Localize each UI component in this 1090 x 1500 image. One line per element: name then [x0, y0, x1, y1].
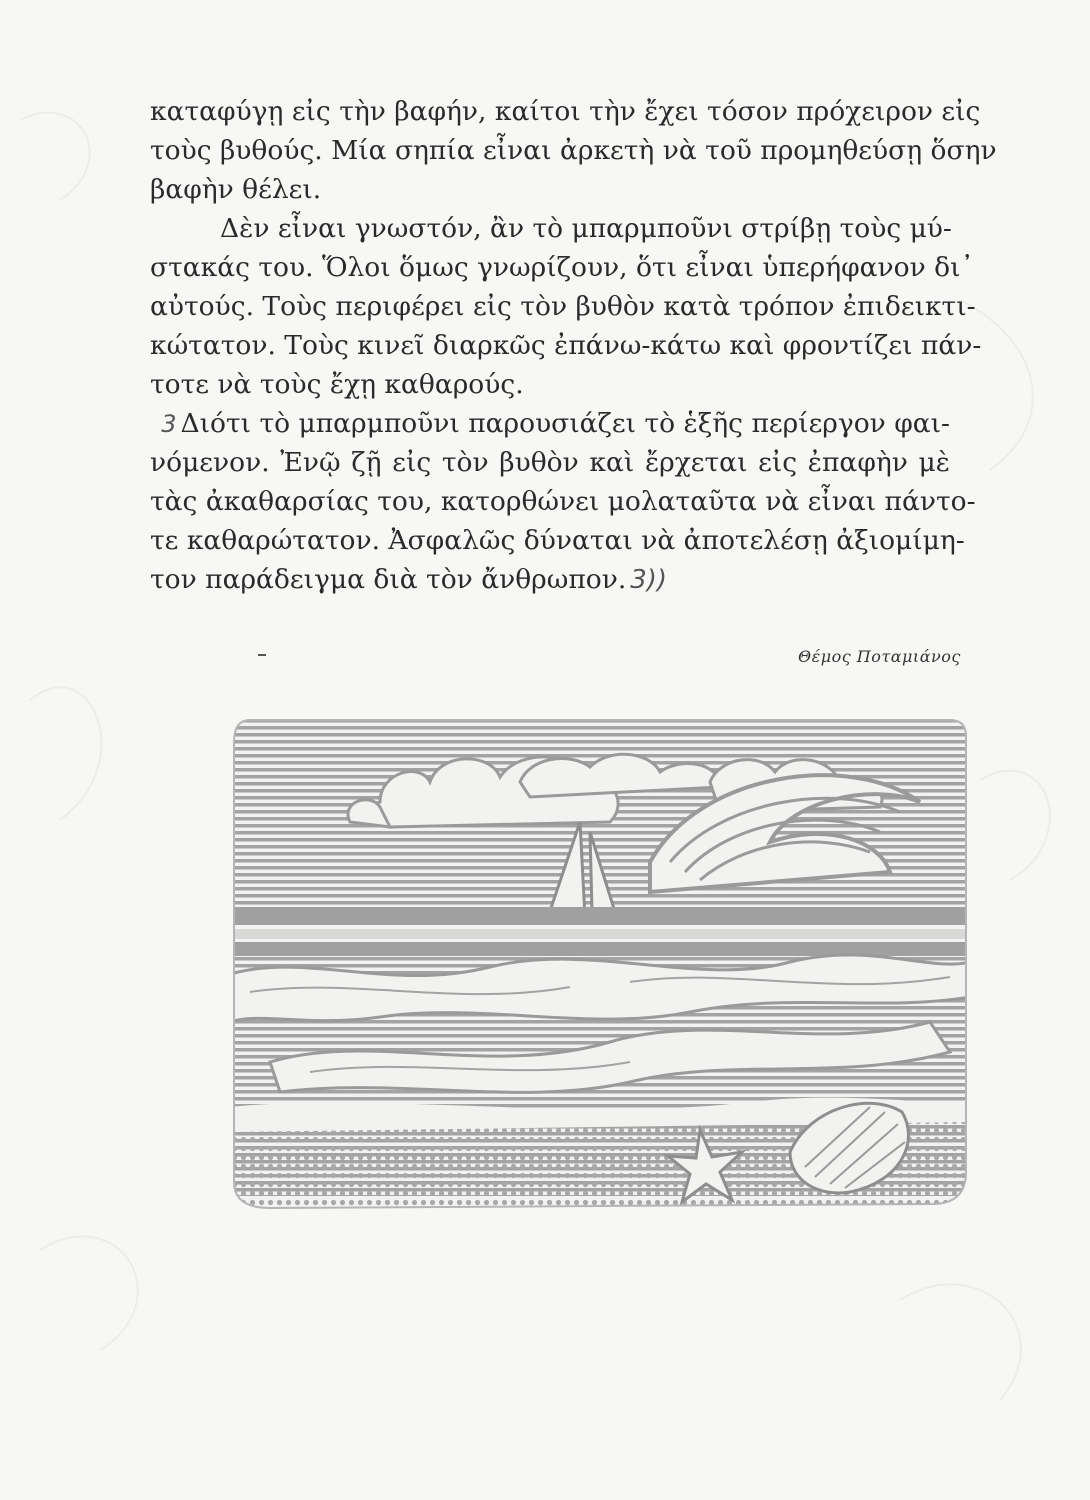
text-line: στακάς του. Ὅλοι ὅμως γνωρίζουν, ὅτι εἶναι ὑπερήφανον δι᾿	[150, 252, 974, 283]
handwritten-mark-closing: 3))	[630, 565, 668, 595]
author-signature: Θέμος Ποταμιάνος	[798, 647, 961, 666]
text-line: νόμενον. Ἐνῷ ζῇ εἰς τὸν βυθὸν καὶ ἔρχεται εἰς ἐπαφὴν μὲ	[150, 447, 950, 478]
text-line: τὰς ἀκαθαρσίας του, κατορθώνει μολαταῦτα νὰ εἶναι πάντο-	[150, 486, 976, 517]
text-line: καταφύγῃ εἰς τὴν βαφήν, καίτοι τὴν ἔχει τόσον πρόχειρον εἰς	[150, 96, 981, 127]
text-line: τε καθαρώτατον. Ἀσφαλῶς δύναται νὰ ἀποτελέσῃ ἀξιομίμη-	[150, 525, 965, 556]
seascape-woodcut-illustration	[230, 712, 970, 1212]
text-line: Διότι τὸ μπαρμποῦνι παρουσιάζει τὸ ἑξῆς περίεργον φαι-	[180, 408, 950, 439]
text-line: βαφὴν θέλει.	[150, 174, 322, 205]
text-line: τοτε νὰ τοὺς ἔχῃ καθαρούς.	[150, 369, 524, 400]
paragraph-2	[150, 209, 982, 404]
text-line: αὐτούς. Τοὺς περιφέρει εἰς τὸν βυθὸν κατὰ τρόπον ἐπιδεικτι-	[150, 291, 976, 322]
text-line: τοὺς βυθούς. Μία σηπία εἶναι ἀρκετὴ νὰ τοῦ προμηθεύσῃ ὅσην	[150, 135, 997, 166]
handwritten-mark-opening: 3	[161, 410, 177, 438]
paragraph-3	[150, 404, 976, 599]
paragraph-1	[150, 92, 997, 209]
text-line: Δὲν εἶναι γνωστόν, ἂν τὸ μπαρμποῦνι στρίβῃ τοὺς μύ-	[220, 213, 952, 244]
body-text	[150, 92, 997, 599]
stray-dash	[258, 654, 266, 656]
text-line: τον παράδειγμα διὰ τὸν ἄνθρωπον.	[150, 564, 627, 595]
text-line: κώτατον. Τοὺς κινεῖ διαρκῶς ἐπάνω-κάτω καὶ φροντίζει πάν-	[150, 330, 982, 361]
